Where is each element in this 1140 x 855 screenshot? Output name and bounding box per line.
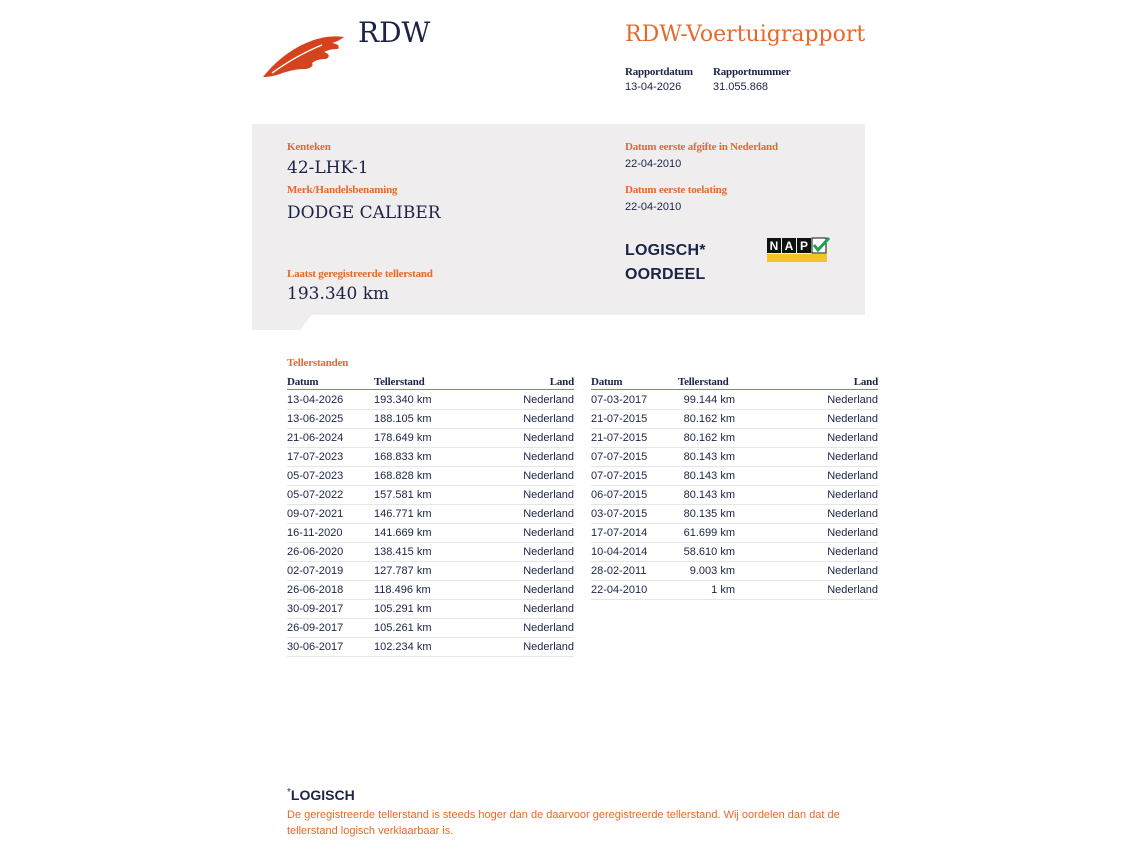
table-row — [591, 543, 878, 562]
cell-odometer: 105.291 km — [374, 603, 432, 615]
cell-odometer: 80.143 km — [683, 451, 735, 463]
cell-odometer: 157.581 km — [374, 489, 432, 501]
report-number: 31.055.868 — [713, 81, 769, 93]
cell-odometer: 102.234 km — [374, 641, 432, 653]
cell-odometer: 80.135 km — [683, 508, 735, 520]
first-registration-nl-value: 22-04-2010 — [625, 158, 682, 170]
footnote-title — [287, 787, 355, 803]
table-row — [287, 505, 574, 524]
svg-text:A: A — [784, 239, 794, 253]
cell-odometer: 118.496 km — [374, 584, 431, 596]
cell-country: Nederland — [523, 451, 574, 463]
cell-odometer: 105.261 km — [374, 622, 432, 634]
footnote-title-text: LOGISCH — [290, 787, 355, 803]
card-tail — [252, 314, 312, 330]
cell-odometer: 80.162 km — [683, 432, 735, 444]
cell-country: Nederland — [827, 432, 878, 444]
cell-country: Nederland — [523, 508, 574, 520]
table-row — [591, 429, 878, 448]
brand-name: RDW — [358, 16, 431, 49]
merk-label: Merk/Handelsbenaming — [287, 184, 398, 196]
odometer-table-right — [591, 373, 878, 600]
cell-date: 03-07-2015 — [591, 508, 648, 520]
odometer-table-left — [287, 373, 574, 657]
cell-country: Nederland — [523, 565, 574, 577]
cell-date: 26-06-2020 — [287, 546, 344, 558]
table-row — [287, 543, 574, 562]
footnote-star: * — [287, 787, 291, 798]
table-row — [287, 619, 574, 638]
cell-odometer: 80.162 km — [683, 413, 735, 425]
merk-value: DODGE CALIBER — [287, 203, 441, 223]
cell-odometer: 127.787 km — [374, 565, 432, 577]
cell-country: Nederland — [827, 508, 878, 520]
table-row — [287, 429, 574, 448]
col-odometer: Tellerstand — [374, 376, 425, 388]
cell-country: Nederland — [523, 470, 574, 482]
cell-date: 16-11-2020 — [287, 527, 343, 539]
report-number-block — [713, 66, 790, 93]
cell-country: Nederland — [827, 527, 878, 539]
table-row — [287, 391, 574, 410]
cell-country: Nederland — [827, 413, 878, 425]
table-body — [287, 390, 574, 657]
cell-date: 13-06-2025 — [287, 413, 344, 425]
table-row — [287, 600, 574, 619]
cell-country: Nederland — [523, 603, 574, 615]
cell-country: Nederland — [827, 451, 878, 463]
cell-odometer: 1 km — [711, 584, 735, 596]
first-admission-value: 22-04-2010 — [625, 201, 682, 213]
cell-date: 28-02-2011 — [591, 565, 647, 577]
table-row — [287, 410, 574, 429]
judgement-line-2: OORDEEL — [625, 266, 706, 283]
report-date-label: Rapportdatum — [625, 66, 693, 78]
table-row — [591, 410, 878, 429]
cell-date: 30-06-2017 — [287, 641, 344, 653]
cell-date: 30-09-2017 — [287, 603, 344, 615]
cell-odometer: 141.669 km — [374, 527, 432, 539]
cell-country: Nederland — [523, 641, 574, 653]
table-row — [591, 562, 878, 581]
cell-country: Nederland — [827, 565, 878, 577]
table-header — [287, 373, 574, 390]
table-row — [591, 448, 878, 467]
cell-odometer: 146.771 km — [374, 508, 432, 520]
cell-country: Nederland — [523, 622, 574, 634]
cell-country: Nederland — [827, 546, 878, 558]
judgement-line-1: LOGISCH* — [625, 242, 706, 259]
cell-odometer: 80.143 km — [683, 470, 735, 482]
kenteken-value: 42-LHK-1 — [287, 158, 369, 178]
cell-country: Nederland — [827, 394, 878, 406]
col-odometer: Tellerstand — [678, 376, 729, 388]
cell-country: Nederland — [523, 527, 574, 539]
cell-odometer: 188.105 km — [374, 413, 432, 425]
table-body — [591, 390, 878, 600]
table-row — [591, 581, 878, 600]
table-row — [287, 638, 574, 657]
first-registration-nl-label: Datum eerste afgifte in Nederland — [625, 141, 778, 153]
cell-odometer: 99.144 km — [683, 394, 735, 406]
report-date: 13-04-2026 — [625, 81, 682, 93]
col-country: Land — [853, 376, 878, 388]
table-row — [591, 486, 878, 505]
nap-check-icon — [767, 237, 831, 262]
last-odometer-value: 193.340 km — [287, 284, 390, 304]
cell-country: Nederland — [523, 413, 574, 425]
cell-odometer: 168.833 km — [374, 451, 432, 463]
cell-date: 22-04-2010 — [591, 584, 648, 596]
cell-date: 06-07-2015 — [591, 489, 648, 501]
table-row — [287, 448, 574, 467]
report-title: RDW-Voertuigrapport — [625, 22, 866, 47]
col-date: Datum — [591, 376, 623, 388]
cell-country: Nederland — [523, 432, 574, 444]
cell-date: 21-06-2024 — [287, 432, 344, 444]
report-date-block — [625, 66, 693, 93]
report-number-label: Rapportnummer — [713, 66, 791, 78]
cell-odometer: 193.340 km — [374, 394, 432, 406]
cell-country: Nederland — [523, 546, 574, 558]
last-odometer-label: Laatst geregistreerde tellerstand — [287, 268, 433, 280]
col-date: Datum — [287, 376, 319, 388]
cell-country: Nederland — [523, 394, 574, 406]
table-row — [287, 524, 574, 543]
table-row — [287, 581, 574, 600]
cell-country: Nederland — [827, 470, 878, 482]
cell-odometer: 58.610 km — [683, 546, 735, 558]
cell-date: 05-07-2022 — [287, 489, 344, 501]
table-header — [591, 373, 878, 390]
col-country: Land — [549, 376, 574, 388]
table-row — [591, 524, 878, 543]
odometer-section-title: Tellerstanden — [287, 357, 349, 369]
cell-date: 05-07-2023 — [287, 470, 344, 482]
cell-country: Nederland — [523, 584, 574, 596]
cell-odometer: 9.003 km — [689, 565, 735, 577]
table-row — [287, 467, 574, 486]
cell-country: Nederland — [523, 489, 574, 501]
cell-date: 26-06-2018 — [287, 584, 344, 596]
cell-date: 26-09-2017 — [287, 622, 344, 634]
rdw-logo-icon — [262, 33, 346, 78]
table-row — [591, 467, 878, 486]
cell-date: 21-07-2015 — [591, 432, 648, 444]
cell-date: 02-07-2019 — [287, 565, 344, 577]
table-row — [287, 486, 574, 505]
table-row — [287, 562, 574, 581]
judgement — [625, 239, 706, 287]
cell-date: 13-04-2026 — [287, 394, 344, 406]
first-admission-label: Datum eerste toelating — [625, 184, 727, 196]
cell-country: Nederland — [827, 489, 878, 501]
cell-country: Nederland — [827, 584, 878, 596]
cell-date: 10-04-2014 — [591, 546, 648, 558]
cell-odometer: 168.828 km — [374, 470, 432, 482]
table-row — [591, 505, 878, 524]
cell-date: 07-07-2015 — [591, 470, 648, 482]
kenteken-label: Kenteken — [287, 141, 331, 153]
cell-date: 09-07-2021 — [287, 508, 344, 520]
table-row — [591, 391, 878, 410]
cell-odometer: 138.415 km — [374, 546, 432, 558]
cell-odometer: 178.649 km — [374, 432, 432, 444]
cell-date: 21-07-2015 — [591, 413, 648, 425]
svg-text:N: N — [769, 239, 779, 253]
footnote-text: De geregistreerde tellerstand is steeds hoger dan de daarvoor geregistreerde tellerstand. Wij oordelen dan dat de tellerstand logisch verklaarbaar is. — [287, 809, 840, 837]
cell-date: 17-07-2023 — [287, 451, 344, 463]
cell-date: 17-07-2014 — [591, 527, 648, 539]
svg-text:P: P — [799, 239, 809, 253]
cell-odometer: 80.143 km — [683, 489, 735, 501]
cell-date: 07-03-2017 — [591, 394, 648, 406]
cell-odometer: 61.699 km — [683, 527, 735, 539]
cell-date: 07-07-2015 — [591, 451, 648, 463]
